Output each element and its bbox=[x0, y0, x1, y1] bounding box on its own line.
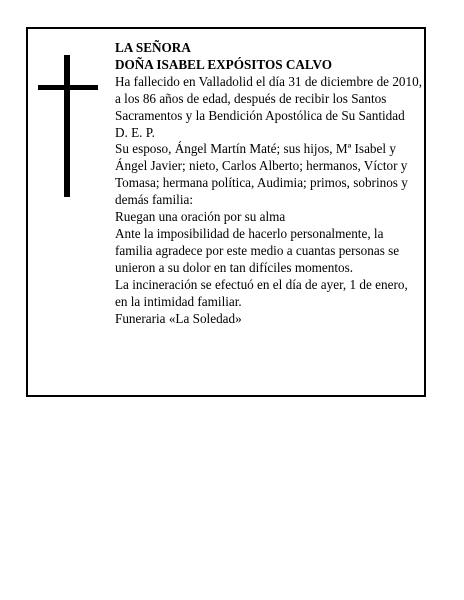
gratitude-message: Ante la imposibilidad de hacerlo personalmente, la familia agradece por este medio a cuantas personas se unieron a su dolor en tan difíciles momentos. bbox=[115, 225, 400, 275]
family-list: Su esposo, Ángel Martín Maté; sus hijos, Mª Isabel y Ángel Javier; nieto, Carlos Alberto; hermanos, Víctor y Tomasa; hermana política, Audimia; primos, sobrinos y demás familia: bbox=[115, 141, 408, 208]
death-statement: Ha fallecido en Valladolid el día 31 de diciembre de 2010, a los 86 años de edad, después de recibir los Santos Sacramentos y la Bendición Apostólica de Su Santidad bbox=[115, 73, 422, 123]
prayer-request: Ruegan una oración por su alma bbox=[115, 209, 286, 225]
obituary-text bbox=[115, 40, 422, 327]
cross-icon bbox=[38, 55, 98, 197]
funeral-home: Funeraria «La Soledad» bbox=[115, 310, 242, 326]
cremation-notice: La incineración se efectuó en el día de ayer, 1 de enero, en la intimidad familiar. bbox=[115, 276, 408, 309]
deceased-name: DOÑA ISABEL EXPÓSITOS CALVO bbox=[115, 56, 333, 72]
cross-horizontal-bar bbox=[38, 85, 98, 90]
heading-title: LA SEÑORA bbox=[115, 40, 191, 55]
rip-line: D. E. P. bbox=[115, 124, 155, 140]
cross-vertical-bar bbox=[64, 55, 70, 197]
